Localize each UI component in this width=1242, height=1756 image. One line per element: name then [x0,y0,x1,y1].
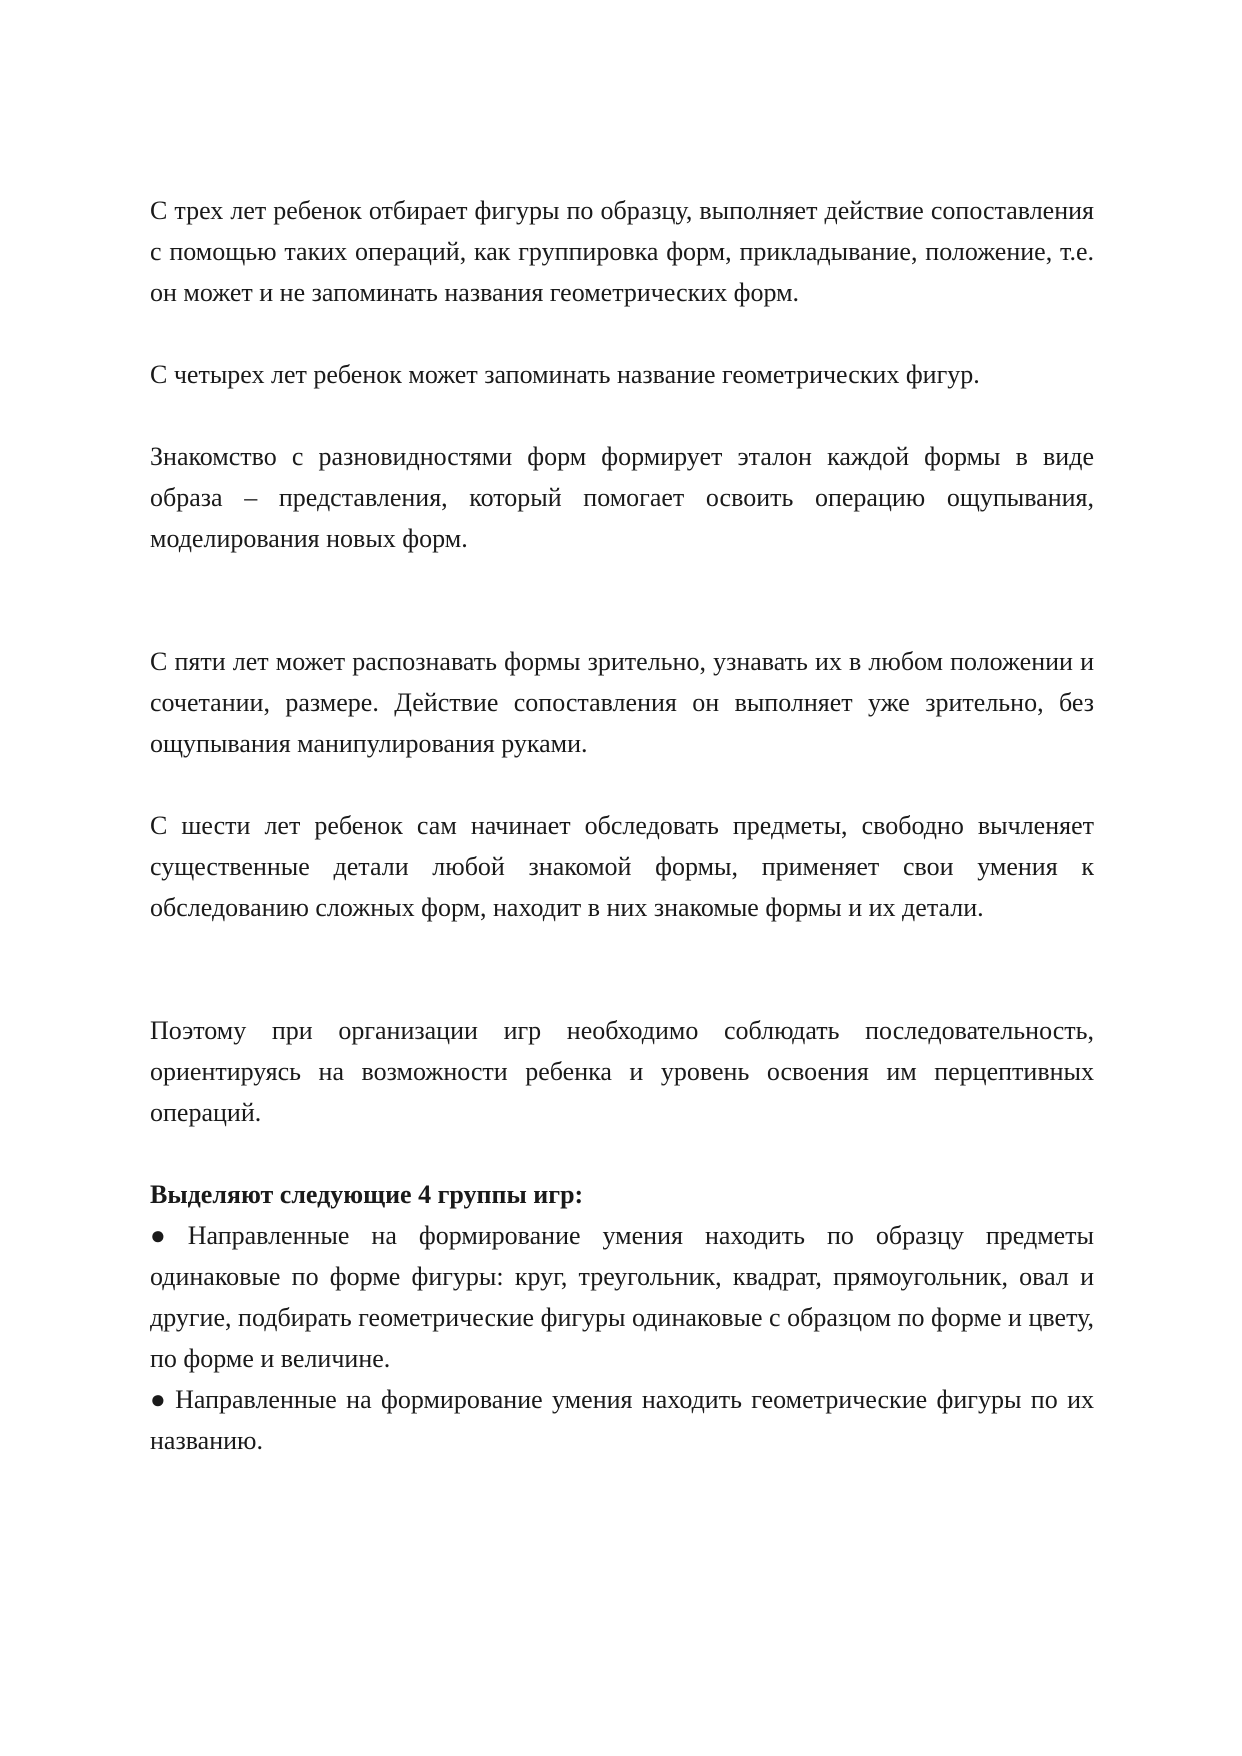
list-item-text: Направленные на формирование умения находить геометрические фигуры по их названию. [150,1385,1094,1455]
paragraph-spacer [150,1133,1094,1174]
list-item [150,1215,1094,1379]
paragraph-age-six: С шести лет ребенок сам начинает обследовать предметы, свободно вычленяет существенные детали любой знакомой формы, применяет свои умения к обследованию сложных форм, находит в них знакомые формы и их детали. [150,811,1094,922]
paragraph-spacer [150,313,1094,354]
paragraph-age-four: С четырех лет ребенок может запоминать название геометрических фигур. [150,360,980,389]
bullet-icon: ● [150,1385,166,1414]
paragraph-form-familiarity: Знакомство с разновидностями форм формирует эталон каждой формы в виде образа – представления, который помогает освоить операцию ощупывания, моделирования новых форм. [150,442,1094,553]
bullet-icon: ● [150,1221,166,1250]
paragraph-age-five: С пяти лет может распознавать формы зрительно, узнавать их в любом положении и сочетании, размере. Действие сопоставления он выполняет уже зрительно, без ощупывания манипулирования руками. [150,647,1094,758]
paragraph-spacer [150,928,1094,1010]
list-item [150,1379,1094,1461]
list-item-text: Направленные на формирование умения находить по образцу предметы одинаковые по форме фигуры: круг, треугольник, квадрат, прямоугольник, овал и другие, подбирать геометрические фигуры одинаковые с образцом по форме и цвету, по форме и величине. [150,1221,1095,1373]
paragraph-spacer [150,764,1094,805]
document-page [150,190,1094,1461]
paragraph-spacer [150,395,1094,436]
paragraph-game-organization: Поэтому при организации игр необходимо соблюдать последовательность, ориентируясь на возможности ребенка и уровень освоения им перцептивных операций. [150,1016,1094,1127]
paragraph-spacer [150,559,1094,641]
paragraph-age-three: С трех лет ребенок отбирает фигуры по образцу, выполняет действие сопоставления с помощью таких операций, как группировка форм, прикладывание, положение, т.е. он может и не запоминать названия геометрических форм. [150,196,1094,307]
game-groups-heading: Выделяют следующие 4 группы игр: [150,1180,584,1209]
